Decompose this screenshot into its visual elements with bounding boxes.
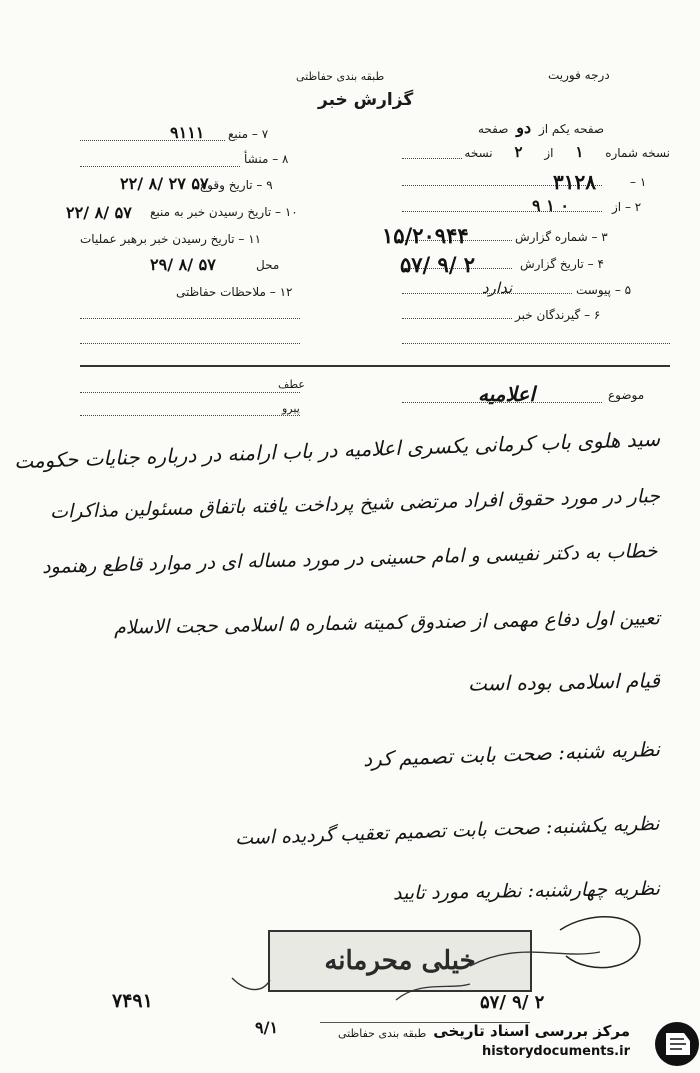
atf-dots	[80, 392, 300, 393]
right-field-6: ۶ – گیرندگان خبر	[515, 308, 601, 322]
copy-word: نسخه	[464, 146, 493, 160]
field-occurrence-date: ۹ – تاریخ وقوع	[200, 178, 273, 192]
right-field-5: ۵ – پیوست	[576, 283, 632, 297]
footer-date: ۵۷/ ۹/ ۲	[480, 992, 545, 1013]
field-security-notes: ۱۲ – ملاحظات حفاظتی	[176, 285, 293, 299]
field-received-ops: ۱۱ – تاریخ رسیدن خبر برهبر عملیات	[80, 232, 262, 246]
right-field-3: ۳ – شماره گزارش	[515, 230, 608, 244]
field-location-value: ۲۹/ ۸/ ۵۷	[150, 255, 216, 274]
signature-marks	[0, 900, 700, 1040]
page-word: صفحه	[478, 122, 509, 136]
right-field-2: ۲ – از	[612, 200, 642, 214]
footer-number: ۷۴۹۱	[112, 990, 153, 1012]
footer-fraction: ۹/۱	[255, 1018, 279, 1037]
watermark	[433, 1022, 688, 1059]
peyro-dots	[80, 415, 300, 416]
rf2-dots	[402, 211, 602, 212]
right-field-5-value: ندارد	[482, 279, 513, 297]
priority-label: درجه فوریت	[548, 68, 610, 82]
page-total: دو	[516, 118, 532, 137]
body-line-4: تعیین اول دفاع مهمی از صندوق کمیته شماره ۵ اسلامی حجت الاسلام	[114, 607, 661, 639]
copy-label: نسخه شماره	[605, 146, 670, 160]
field-location: محل	[256, 258, 280, 272]
field-origin: ۸ – منشأ	[244, 152, 289, 166]
body-line-6: نظریه شنبه: صحت بابت تصمیم کرد	[362, 736, 661, 772]
body-line-7: نظریه یکشنبه: صحت بابت تصمیم تعقیب گردیده است	[235, 812, 661, 850]
field-source-value: ۹۱۱۱	[170, 123, 205, 142]
copy-line-dots	[402, 158, 462, 159]
document-title: گزارش خبر	[318, 90, 414, 110]
body-line-1: سید هلوی باب کرمانی یکسری اعلامیه در باب ارامنه در درباره جنایات حکومت	[13, 426, 661, 474]
classification-label: طبقه بندی حفاظتی	[296, 70, 385, 83]
copy-total: ۲	[514, 143, 523, 161]
body-line-2: جبار در مورد حقوق افراد مرتضی شیخ پرداخت یافته باتفاق مسئولین مذاکرات	[49, 485, 661, 523]
field-source: ۷ – منبع	[228, 127, 269, 141]
right-field-2-value: ۹ ۱ ۰	[532, 196, 569, 215]
body-line-3: خطاب به دکتر نفیسی و امام حسینی در مورد مساله ای در موارد قاطع رهنمود	[42, 539, 659, 579]
field-occurrence-date-value: ۲۲/ ۸/ ۲۷ ۵۷	[120, 174, 209, 193]
watermark-logo-icon	[652, 1019, 700, 1069]
rf6-dots	[402, 318, 512, 319]
header-rule	[80, 365, 670, 367]
subject-label: موضوع	[608, 388, 645, 402]
body-line-5: قیام اسلامی بوده است	[467, 668, 661, 696]
footer-classification: طبقه بندی حفاظتی	[338, 1027, 427, 1040]
page-label: صفحه یکم از	[538, 122, 605, 136]
page-line	[478, 118, 604, 137]
copy-number: ۱	[575, 143, 584, 161]
atf-label: عطف	[278, 378, 305, 391]
peyro-label: پیرو	[282, 402, 300, 415]
right-field-4: ۴ – تاریخ گزارش	[520, 257, 604, 271]
right-field-4-value: ۵۷/ ۹/ ۲	[400, 252, 476, 277]
field-received-source: ۱۰ – تاریخ رسیدن خبر به منبع	[150, 205, 298, 219]
right-field-3-value: ۱۵/۲۰۹۴۴	[382, 223, 469, 248]
right-field-1: ۱ –	[630, 175, 647, 189]
stamp-text: خیلی محرمانه	[324, 946, 476, 976]
notes-dots-2	[80, 343, 300, 344]
rf7-dots	[402, 343, 670, 344]
subject-value: اعلامیه	[478, 382, 535, 406]
field-received-source-value: ۲۲/ ۸/ ۵۷	[66, 203, 132, 222]
body-line-8: نظریه چهارشنبه: نظریه مورد تایید	[392, 877, 661, 905]
copy-from: از	[544, 146, 554, 160]
watermark-en: historydocuments.ir	[481, 1044, 630, 1059]
field-origin-dots	[80, 166, 240, 167]
right-field-1-value: ۳۱۲۸	[553, 170, 596, 194]
notes-dots-1	[80, 318, 300, 319]
watermark-fa: مرکز بررسی اسناد تاریخی	[433, 1022, 630, 1040]
